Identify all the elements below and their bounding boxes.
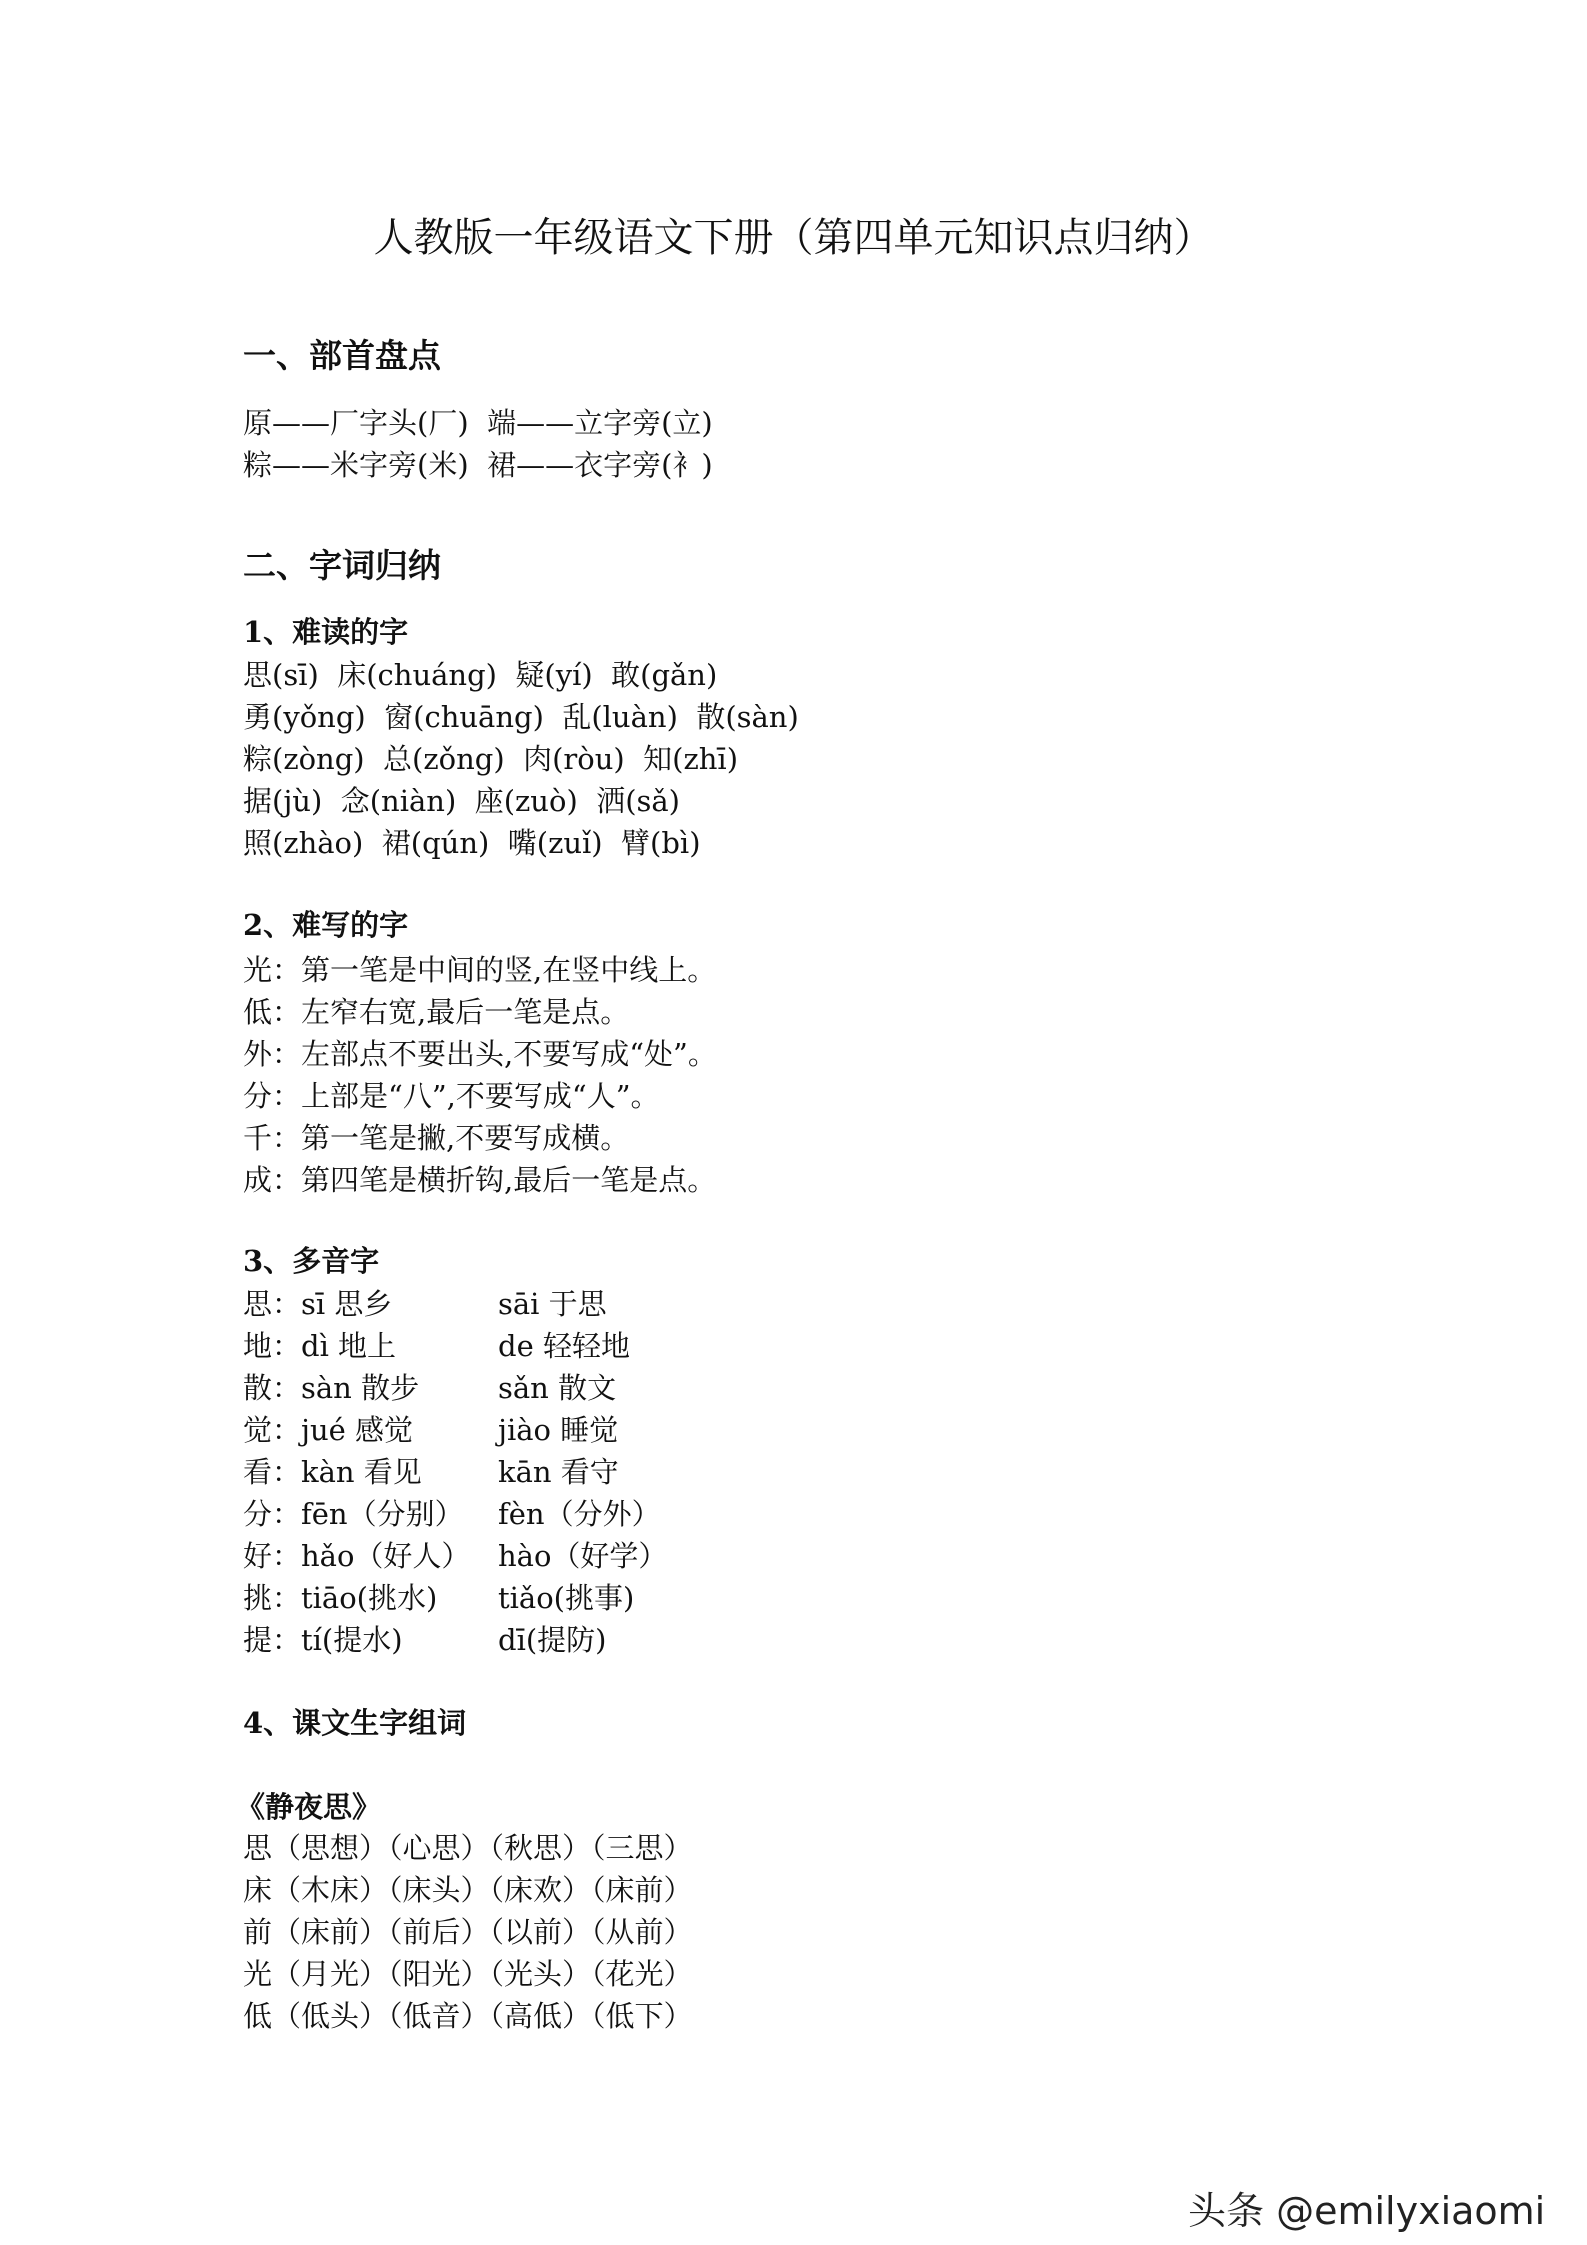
- writing-row: 千：第一笔是撇,不要写成横。: [243, 1121, 630, 1155]
- polyphone-entry-second: de 轻轻地: [498, 1329, 630, 1363]
- reading-row: 思(sī) 床(chuáng) 疑(yí) 敢(gǎn): [243, 658, 718, 692]
- polyphone-entry-second: fèn（分外）: [498, 1497, 661, 1531]
- polyphone-entry-second: kān 看守: [498, 1455, 619, 1489]
- polyphone-entry-first: 挑：tiāo(挑水): [243, 1581, 438, 1615]
- polyphone-entry-first: 思：sī 思乡: [243, 1287, 393, 1321]
- word-group-row: 前（床前）（前后）（以前）（从前）: [243, 1915, 693, 1949]
- section-heading-radicals: 一、部首盘点: [243, 336, 441, 375]
- polyphone-entry-first: 地：dì 地上: [243, 1329, 397, 1363]
- writing-row: 分：上部是“八”,不要写成“人”。: [243, 1079, 660, 1113]
- reading-row: 粽(zòng) 总(zǒng) 肉(ròu) 知(zhī): [243, 742, 739, 776]
- polyphone-entry-second: dī(提防): [498, 1623, 607, 1657]
- polyphone-entry-second: sāi 于思: [498, 1287, 607, 1321]
- polyphone-entry-second: jiào 睡觉: [498, 1413, 619, 1447]
- radical-row: 原——厂字头(厂) 端——立字旁(立): [243, 406, 713, 440]
- word-group-row: 思（思想）（心思）（秋思）（三思）: [243, 1831, 693, 1865]
- polyphone-entry-first: 觉：jué 感觉: [243, 1413, 414, 1447]
- polyphone-entry-first: 分：fēn（分别）: [243, 1497, 464, 1531]
- polyphone-entry-first: 提：tí(提水): [243, 1623, 403, 1657]
- page-title: 人教版一年级语文下册（第四单元知识点归纳）: [373, 215, 1214, 261]
- polyphone-entry-first: 散：sàn 散步: [243, 1371, 420, 1405]
- subheading-hard-to-write: 2、难写的字: [243, 908, 409, 942]
- polyphone-entry-first: 好：hǎo（好人）: [243, 1539, 471, 1573]
- reading-row: 据(jù) 念(niàn) 座(zuò) 洒(sǎ): [243, 784, 680, 818]
- polyphone-entry-second: tiǎo(挑事): [498, 1581, 635, 1615]
- reading-row: 照(zhào) 裙(qún) 嘴(zuǐ) 臂(bì): [243, 826, 701, 860]
- subheading-polyphones: 3、多音字: [243, 1244, 380, 1278]
- lesson-title: 《静夜思》: [236, 1790, 382, 1824]
- word-group-row: 床（木床）（床头）（床欢）（床前）: [243, 1873, 693, 1907]
- section-heading-words: 二、字词归纳: [243, 546, 441, 585]
- writing-row: 光：第一笔是中间的竖,在竖中线上。: [243, 953, 717, 987]
- writing-row: 外：左部点不要出头,不要写成“处”。: [243, 1037, 717, 1071]
- watermark: 头条 @emilyxiaomi: [1188, 2189, 1546, 2233]
- subheading-hard-to-read: 1、难读的字: [243, 615, 409, 649]
- polyphone-entry-second: hào（好学）: [498, 1539, 668, 1573]
- writing-row: 低：左窄右宽,最后一笔是点。: [243, 995, 630, 1029]
- word-group-row: 低（低头）（低音）（高低）（低下）: [243, 1999, 693, 2033]
- subheading-lesson-words: 4、课文生字组词: [243, 1706, 467, 1740]
- radical-row: 粽——米字旁(米) 裙——衣字旁(衤): [243, 448, 713, 482]
- reading-row: 勇(yǒng) 窗(chuāng) 乱(luàn) 散(sàn): [243, 700, 799, 734]
- polyphone-entry-second: sǎn 散文: [498, 1371, 617, 1405]
- writing-row: 成：第四笔是横折钩,最后一笔是点。: [243, 1163, 717, 1197]
- polyphone-entry-first: 看：kàn 看见: [243, 1455, 422, 1489]
- word-group-row: 光（月光）（阳光）（光头）（花光）: [243, 1957, 693, 1991]
